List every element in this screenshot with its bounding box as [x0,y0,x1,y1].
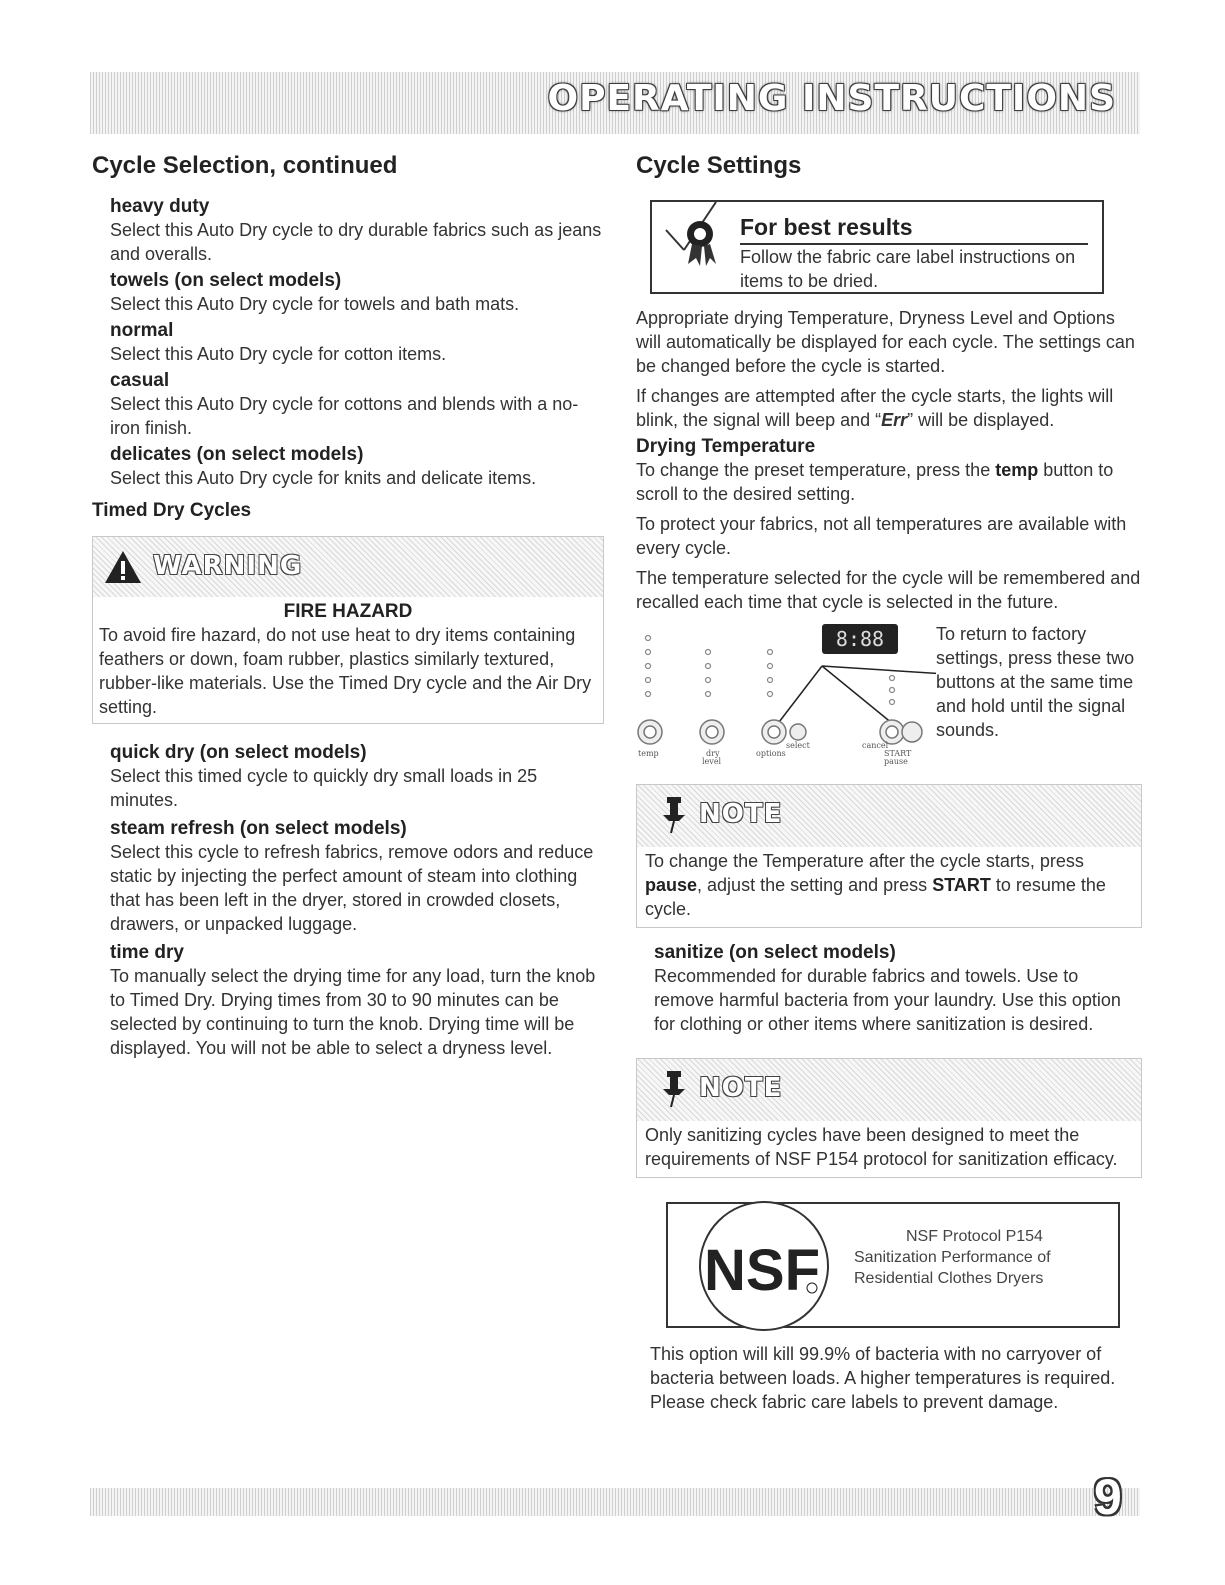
note-label: NOTE [699,1073,783,1103]
panel-label-select: select [786,741,810,750]
nsf-logo-text: NSF [704,1238,820,1303]
cycle-item [110,270,604,316]
nsf-certification-box [666,1202,1120,1328]
timed-item-text: To manually select the drying time for any load, turn the knob to Timed Dry. Drying times from 30 to 90 minutes can be selected by continuing to turn the knob. Drying time will be displayed. You will not be able to select a dryness level. [110,966,596,1058]
cycle-item-title: delicates (on select models) [110,444,364,465]
cycle-settings-heading: Cycle Settings [636,152,802,179]
note-text-post: to resume the cycle. [645,875,1106,919]
note-text [637,847,1141,927]
page-number: 9 [1094,1469,1122,1525]
warning-triangle-icon [103,549,143,590]
panel-label-dry: dry [706,749,720,758]
panel-label-pause: pause [884,757,908,766]
footer-band [90,1488,1140,1516]
timed-item [110,942,604,1060]
pushpin-icon [661,795,687,840]
note-header [637,1059,1141,1121]
cycle-item-title: casual [110,370,170,391]
note-text-pre: To change the Temperature after the cycle starts, press [645,851,1084,871]
nsf-description [854,1226,1051,1289]
cycle-item-text: Select this Auto Dry cycle to dry durable fabrics such as jeans and overalls. [110,220,602,264]
header-band [90,72,1140,134]
timed-item-text: Select this timed cycle to quickly dry small loads in 25 minutes. [110,766,538,810]
cycle-item-text: Select this Auto Dry cycle for cottons and blends with a no-iron finish. [110,394,579,438]
timed-item-text: Select this cycle to refresh fabrics, remove odors and reduce static by injecting the perfect amount of steam into clothing that has been left in the dryer, stored in crowded closets, drawers, or unpacked luggage. [110,842,594,934]
cycle-item-title: normal [110,320,174,341]
cycle-item-text: Select this Auto Dry cycle for knits and delicate items. [110,468,537,488]
note-text-mid: , adjust the setting and press [697,875,933,895]
note-text: Only sanitizing cycles have been designed to meet the requirements of NSF P154 protocol for sanitization efficacy. [645,1125,1118,1169]
award-ribbon-icon [662,198,732,283]
cycle-item [110,444,604,490]
timed-item-title: time dry [110,942,184,963]
sanitize-section [654,942,1142,1036]
timed-dry-heading: Timed Dry Cycles [92,500,252,521]
nsf-line3: Residential Clothes Dryers [854,1270,1044,1287]
sanitize-title: sanitize (on select models) [654,942,896,963]
cycle-item [110,320,604,366]
cycle-item [110,196,604,266]
sanitize-final-paragraph: This option will kill 99.9% of bacteria with no carryover of bacteria between loads. A higher temperatures is required. Please check fabric care labels to prevent damage. [650,1344,1116,1412]
right-column [636,152,1142,1414]
err-text-post: ” will be displayed. [907,410,1055,430]
cycle-item [110,370,604,440]
drying-temperature-heading: Drying Temperature [636,436,816,457]
warning-header [93,537,603,597]
panel-display: 8:88 [835,627,885,651]
note-box-sanitize [636,1058,1142,1178]
nsf-line2: Sanitization Performance of [854,1249,1051,1266]
note-start-keyword: START [932,875,991,895]
control-panel-diagram [636,622,936,772]
temp-text-post: button to scroll to the desired setting. [636,460,1114,504]
panel-label-level: level [702,757,722,766]
factory-reset-instruction: To return to factory settings, press these two buttons at the same time and hold until the signal sounds. [936,624,1135,740]
warning-subtitle: FIRE HAZARD [283,601,413,622]
panel-label-options: options [756,749,786,758]
note-box-temperature [636,784,1142,928]
cycle-item-text: Select this Auto Dry cycle for towels and bath mats. [110,294,520,314]
nsf-logo [690,1198,840,1339]
note-label: NOTE [699,799,783,829]
temp-text-pre: To change the preset temperature, press the [636,460,996,480]
timed-item [110,742,604,812]
cycle-item-title: heavy duty [110,196,210,217]
warning-label: WARNING [153,551,303,581]
timed-item-title: quick dry (on select models) [110,742,367,763]
err-paragraph [636,384,1142,432]
pushpin-icon [661,1069,687,1114]
best-results-box [650,200,1104,294]
temp-availability-paragraph: To protect your fabrics, not all temperatures are available with every cycle. [636,514,1127,558]
nsf-protocol: NSF Protocol P154 [906,1228,1043,1245]
note-pause-keyword: pause [645,875,698,895]
warning-text: To avoid fire hazard, do not use heat to dry items containing feathers or down, foam rubber, plastics similarly textured, rubber-like materials. Use the Timed Dry cycle and the Air Dry setting. [99,625,592,717]
temp-paragraph [636,458,1142,506]
panel-label-cancel: cancel [862,741,889,750]
warning-box [92,536,604,724]
panel-label-start: START [884,749,912,758]
cycle-selection-heading: Cycle Selection, continued [92,152,398,179]
left-column [92,152,604,1064]
timed-item [110,818,604,936]
err-text-pre: If changes are attempted after the cycle starts, the lights will blink, the signal will beep and “ [636,386,1114,430]
err-code: Err [881,410,908,430]
best-results-text: Follow the fabric care label instructions on items to be dried. [740,247,1076,291]
panel-label-temp: temp [638,749,659,758]
temp-keyword: temp [995,460,1039,480]
best-results-title: For best results [740,214,1088,245]
page-title: OPERATING INSTRUCTIONS [547,78,1116,119]
timed-item-title: steam refresh (on select models) [110,818,407,839]
settings-paragraph: Appropriate drying Temperature, Dryness Level and Options will automatically be displayed for each cycle. The settings can be changed before the cycle is started. [636,308,1135,376]
temp-remembered-paragraph: The temperature selected for the cycle will be remembered and recalled each time that cycle is selected in the future. [636,568,1141,612]
cycle-item-text: Select this Auto Dry cycle for cotton items. [110,344,447,364]
sanitize-text: Recommended for durable fabrics and towels. Use to remove harmful bacteria from your laundry. Use this option for clothing or other items where sanitization is desired. [654,966,1121,1034]
control-panel-illustration [636,622,1142,772]
cycle-item-title: towels (on select models) [110,270,342,291]
note-header [637,785,1141,847]
